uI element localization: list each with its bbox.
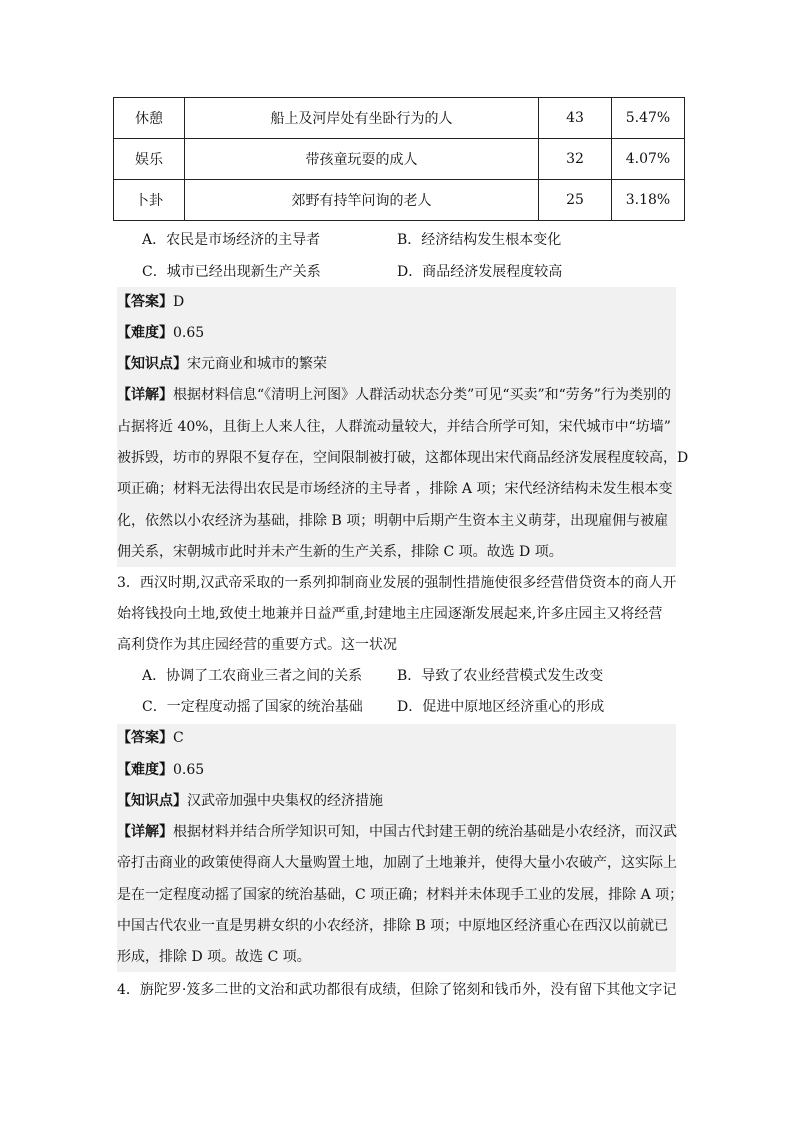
answer-label: 【答案】 [117, 294, 173, 310]
difficulty-label: 【难度】 [117, 325, 173, 341]
q2-answer [117, 292, 184, 312]
table-row [114, 139, 685, 180]
q2-detail-line [117, 385, 671, 405]
difficulty-value: 0.65 [173, 762, 205, 778]
q2-detail-line: 占据将近 40%，且街上人来人往，人群流动量较大，并结合所学可知，宋代城市中“坊墙” [117, 419, 671, 435]
difficulty-label: 【难度】 [117, 762, 173, 778]
q3-detail-line: 帝打击商业的政策使得商人大量购置土地，加剧了土地兼并，使得大量小农破产，这实际上 [117, 855, 677, 871]
q3-detail-line: 是在一定程度动摇了国家的统治基础，C 项正确；材料并未体现手工业的发展，排除 A 项； [117, 887, 684, 903]
difficulty-value: 0.65 [173, 325, 205, 341]
q2-detail-line: 被拆毁，坊市的界限不复存在，空间限制被打破，这都体现出宋代商品经济发展程度较高，D [117, 450, 689, 466]
table-row [114, 98, 685, 139]
q3-difficulty [117, 760, 204, 780]
table-cell-pct: 3.18% [612, 180, 685, 221]
q3-detail-line: 中国古代农业一直是男耕女织的小农经济，排除 B 项；中原地区经济重心在西汉以前就已 [117, 918, 669, 934]
table-cell-category: 卜卦 [114, 180, 185, 221]
table-cell-pct: 4.07% [612, 139, 685, 180]
detail-text: 根据材料信息“《清明上河图》人群活动状态分类”可见“买卖”和“劳务”行为类别的 [173, 387, 671, 403]
table-cell-desc: 郊野有持竿问询的老人 [185, 180, 539, 221]
q2-detail-line: 化，依然以小农经济为基础，排除 B 项；明朝中后期产生资本主义萌芽，出现雇佣与被雇 [117, 513, 669, 529]
table-row [114, 180, 685, 221]
q4-stem-line: 4．旃陀罗·笈多二世的文治和武功都很有成绩，但除了铭刻和钱币外，没有留下其他文字记 [117, 982, 677, 998]
table-cell-desc: 船上及河岸处有坐卧行为的人 [185, 98, 539, 139]
answer-value: D [173, 294, 185, 310]
q3-stem-line: 始将钱投向土地,致使土地兼并日益严重,封建地主庄园逐渐发展起来,许多庄园主又将经营 [117, 606, 663, 622]
q2-option-c: C．城市已经出现新生产关系 [142, 264, 321, 280]
detail-text: 根据材料并结合所学知识可知，中国古代封建王朝的统治基础是小农经济，而汉武 [173, 824, 677, 840]
q2-detail-line: 项正确；材料无法得出农民是市场经济的主导者 ，排除 A 项；宋代经济结构未发生根本变 [117, 481, 673, 497]
q3-stem-line: 高利贷作为其庄园经营的重要方式。这一状况 [117, 637, 397, 653]
table-cell-desc: 带孩童玩耍的成人 [185, 139, 539, 180]
table-cell-count: 43 [539, 98, 612, 139]
knowledge-value: 汉武帝加强中央集权的经济措施 [187, 793, 383, 809]
table-cell-count: 25 [539, 180, 612, 221]
q2-difficulty [117, 323, 204, 343]
q2-knowledge [117, 354, 327, 374]
q3-answer [117, 728, 184, 748]
q3-knowledge [117, 791, 383, 811]
q2-option-a: A．农民是市场经济的主导者 [142, 232, 321, 248]
q3-option-a: A．协调了工农商业三者之间的关系 [142, 668, 363, 684]
detail-label: 【详解】 [117, 824, 173, 840]
q3-stem-line: 3．西汉时期,汉武帝采取的一系列抑制商业发展的强制性措施使很多经营借贷资本的商人开 [117, 575, 677, 591]
q3-detail-line [117, 822, 677, 842]
knowledge-value: 宋元商业和城市的繁荣 [187, 356, 327, 372]
q2-option-d: D．商品经济发展程度较高 [397, 264, 563, 280]
answer-value: C [173, 730, 184, 746]
q3-option-c: C．一定程度动摇了国家的统治基础 [142, 699, 363, 715]
q2-option-b: B．经济结构发生根本变化 [397, 232, 562, 248]
table-cell-pct: 5.47% [612, 98, 685, 139]
table-cell-category: 娱乐 [114, 139, 185, 180]
knowledge-label: 【知识点】 [117, 356, 187, 372]
table-cell-count: 32 [539, 139, 612, 180]
q3-option-d: D．促进中原地区经济重心的形成 [397, 699, 605, 715]
knowledge-label: 【知识点】 [117, 793, 187, 809]
detail-label: 【详解】 [117, 387, 173, 403]
q2-detail-line: 佣关系，宋朝城市此时并未产生新的生产关系，排除 C 项。故选 D 项。 [117, 544, 563, 560]
answer-label: 【答案】 [117, 730, 173, 746]
q3-detail-line: 形成，排除 D 项。故选 C 项。 [117, 949, 311, 965]
table-cell-category: 休憩 [114, 98, 185, 139]
q3-option-b: B．导致了农业经营模式发生改变 [397, 668, 604, 684]
activity-table [113, 97, 685, 221]
